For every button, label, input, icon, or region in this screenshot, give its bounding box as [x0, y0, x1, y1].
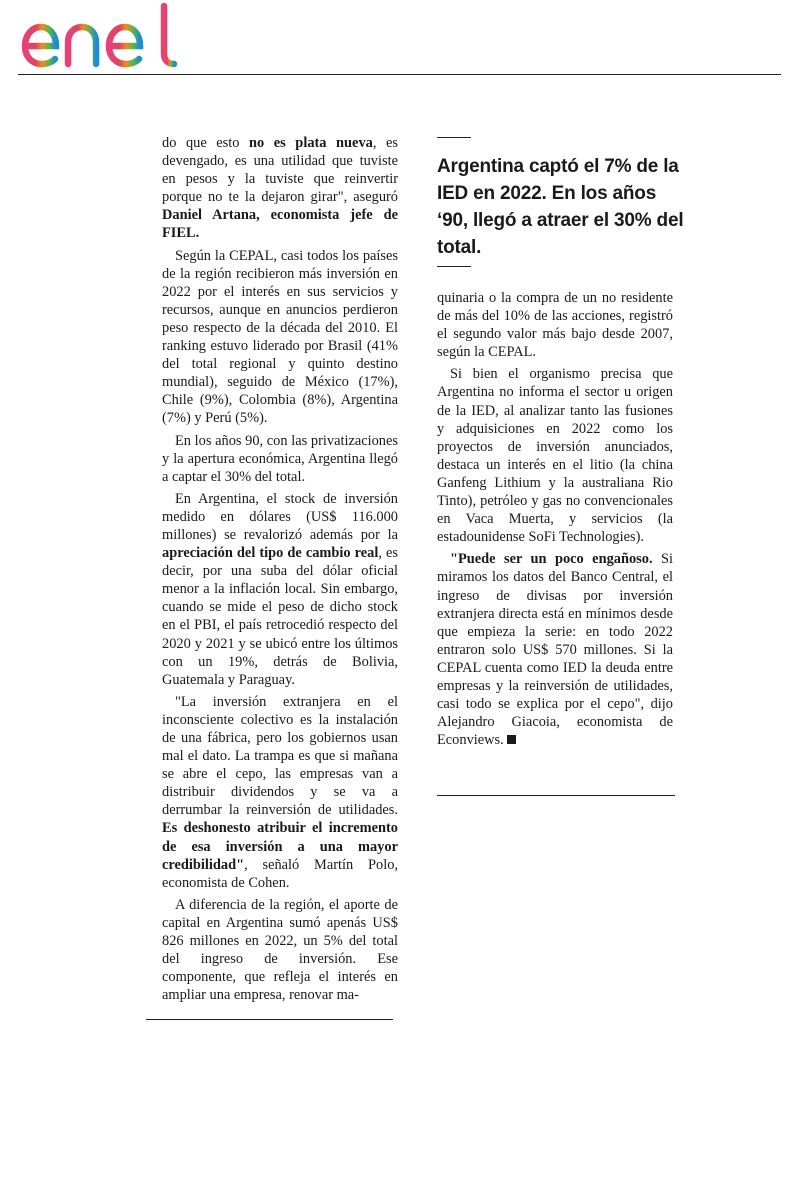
paragraph: Según la CEPAL, casi todos los países de la región recibieron más inversión en 2022 por el interés en sus servicios y recursos, aunque en anuncios perdieron peso respecto de la década del 2010. El ranking estuvo liderado por Brasil (41% del total regional y quinto destino mundial), seguido de México (17%), Chile (9%), Colombia (8%), Argentina (7%) y Perú (5%). — [162, 247, 398, 427]
paragraph: En los años 90, con las privatizaciones y la apertura económica, Argentina llegó a captar el 30% del total. — [162, 432, 398, 485]
enel-logo — [16, 2, 186, 70]
paragraph: do que esto no es plata nueva, es devengado, es una utilidad que tuviste en pesos y la tuviste que reinvertir porque no te la dejaron girar", aseguró Daniel Artana, economista jefe de FIEL. — [162, 135, 398, 242]
pullquote-rule-top — [437, 137, 471, 138]
header-rule — [18, 74, 781, 75]
article-column-right — [437, 289, 673, 753]
paragraph: A diferencia de la región, el aporte de capital en Argentina sumó apenás US$ 826 millones en 2022, un 5% del total del ingreso de inversión. Ese componente, que refleja el interés en ampliar una empresa, renovar ma- — [162, 896, 398, 1004]
end-mark-icon — [507, 735, 516, 744]
article-column-left — [162, 134, 398, 1008]
paragraph: "Puede ser un poco engañoso. Si miramos los datos del Banco Central, el ingreso de divisas por inversión extranjera directa está en mínimos desde que empieza la serie: en todo 2022 entraron solo US$ 570 millones. Si la CEPAL cuenta como IED la deuda entre empresas y la reinversión de utilidades, casi todo se explica por el cepo", dijo Alejandro Giacoia, economista de Econviews. — [437, 551, 673, 749]
column-end-rule — [437, 795, 675, 796]
paragraph: quinaria o la compra de un no residente de más del 10% de las acciones, registró el segundo valor más bajo desde 2007, según la CEPAL. — [437, 290, 673, 361]
pullquote: Argentina captó el 7% de la IED en 2022. En los años ‘90, llegó a atraer el 30% del total. — [437, 156, 684, 258]
paragraph: En Argentina, el stock de inversión medido en dólares (US$ 116.000 millones) se revalorizó además por la apreciación del tipo de cambio real, es decir, por una suba del dólar oficial menor a la inflación local. Sin embargo, cuando se mide el peso de dicho stock en el PBI, el país retrocedió respecto del 2020 y 2021 y se ubicó entre los últimos con un 19%, detrás de Bolivia, Guatemala y Paraguay. — [162, 490, 398, 688]
paragraph: Si bien el organismo precisa que Argentina no informa el sector u origen de la IED, al analizar tanto las fusiones y adquisiciones en 2022 como los proyectos de inversión anunciados, destaca un interés en el litio (la china Ganfeng Lithium y la australiana Rio Tinto), petróleo y gas no convencionales en Vaca Muerta, y servicios (la estadounidense SoFi Technologies). — [437, 366, 673, 546]
pullquote-rule-bottom — [437, 266, 471, 267]
column-end-rule — [146, 1019, 393, 1020]
paragraph: "La inversión extranjera en el inconsciente colectivo es la instalación de una fábrica, pero los gobiernos usan mal el dato. La trampa es que si mañana se abre el cepo, las empresas van a distribuir dividendos y se va a derrumbar la reinversión de utilidades. Es deshonesto atribuir el incremento de esa inversión a una mayor credibilidad", señaló Martín Polo, economista de Cohen. — [162, 693, 398, 891]
